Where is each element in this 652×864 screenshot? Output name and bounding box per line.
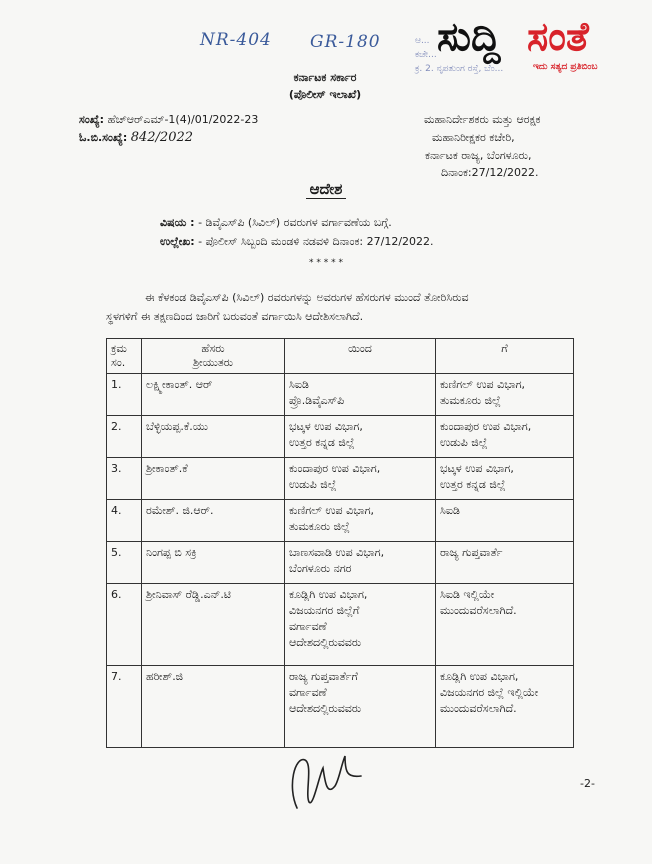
- header-name: ಹೆಸರು ಶ್ರೀಯುತರು: [142, 339, 285, 374]
- header-to: ಗೆ: [436, 339, 574, 374]
- office-date: ದಿನಾಂಕ:27/12/2022.: [441, 166, 539, 179]
- table-cell-num: 1.: [107, 374, 142, 416]
- table-cell-name: ಹರೀಶ್.ಜಿ: [142, 666, 285, 748]
- table-cell-num: 2.: [107, 416, 142, 458]
- office-line-2: ಮಹಾನಿರೀಕ್ಷಕರ ಕಚೇರಿ,: [432, 131, 515, 144]
- table-cell-num: 6.: [107, 584, 142, 666]
- handwritten-ref-right: GR-180: [310, 32, 381, 52]
- table-cell-to: ಕೂಡ್ಲಿಗಿ ಉಪ ವಿಭಾಗ, ವಿಜಯನಗರ ಜಿಲ್ಲೆ ಇಲ್ಲಿಯೇ ಮುಂದುವರೆಸಲಾಗಿದೆ.: [436, 666, 574, 748]
- table-cell-to: ಸಿಐಡಿ ಇಲ್ಲಿಯೇ ಮುಂದುವರೆಸಲಾಗಿದೆ.: [436, 584, 574, 666]
- table-cell-from: ರಾಜ್ಯ ಗುಪ್ತವಾರ್ತೆಗೆ ವರ್ಗಾವಣೆ ಆದೇಶದಲ್ಲಿರುವವರು: [285, 666, 436, 748]
- body-line-2: ಸ್ಥಳಗಳಿಗೆ ಈ ತಕ್ಷಣದಿಂದ ಜಾರಿಗೆ ಬರುವಂತೆ ವರ್ಗಾಯಿಸಿ ಆದೇಶಿಸಲಾಗಿದೆ.: [106, 310, 364, 323]
- document-title: ಆದೇಶ: [0, 180, 652, 198]
- reference-line: ಉಲ್ಲೇಖ: - ಪೊಲೀಸ್ ಸಿಬ್ಬಂದಿ ಮಂಡಳಿ ನಡವಳಿ ದಿನಾಂಕ: 27/12/2022.: [160, 235, 434, 248]
- office-line-3: ಕರ್ನಾಟಕ ರಾಜ್ಯ, ಬೆಂಗಳೂರು,: [425, 149, 532, 162]
- signature: [283, 746, 373, 816]
- table-cell-to: ಕುಂದಾಪುರ ಉಪ ವಿಭಾಗ, ಉಡುಪಿ ಜಿಲ್ಲೆ: [436, 416, 574, 458]
- handwritten-ref-left: NR-404: [200, 30, 272, 50]
- table-cell-from: ಸಿಐಡಿ ಪ್ರೊ.ಡಿವೈಎಸ್‌ಪಿ: [285, 374, 436, 416]
- transfer-table: [106, 338, 574, 748]
- separator-stars: * * * * *: [309, 258, 343, 268]
- table-cell-from: ಕುಂದಾಪುರ ಉಪ ವಿಭಾಗ, ಉಡುಪಿ ಜಿಲ್ಲೆ: [285, 458, 436, 500]
- table-cell-from: ಭಟ್ಕಳ ಉಪ ವಿಭಾಗ, ಉತ್ತರ ಕನ್ನಡ ಜಿಲ್ಲೆ: [285, 416, 436, 458]
- logo-tagline: ಇದು ಸತ್ಯದ ಪ್ರತಿಬಿಂಬ: [533, 62, 598, 72]
- table-row: [107, 458, 574, 500]
- office-line-1: ಮಹಾನಿರ್ದೇಶಕರು ಮತ್ತು ಆರಕ್ಷಕ: [424, 113, 541, 126]
- news-logo: [415, 14, 647, 84]
- table-cell-name: ನಿಂಗಪ್ಪ ಬಿ ಸಕ್ರಿ: [142, 542, 285, 584]
- table-cell-num: 4.: [107, 500, 142, 542]
- table-row: [107, 666, 574, 748]
- table-row: [107, 416, 574, 458]
- table-cell-to: ಭಟ್ಕಳ ಉಪ ವಿಭಾಗ, ಉತ್ತರ ಕನ್ನಡ ಜಿಲ್ಲೆ: [436, 458, 574, 500]
- header-serial-number: ಕ್ರಮ ಸಂ.: [107, 339, 142, 374]
- table-cell-name: ಶ್ರೀಕಾಂತ್.ಕೆ: [142, 458, 285, 500]
- table-cell-to: ಸಿಐಡಿ: [436, 500, 574, 542]
- table-row: [107, 374, 574, 416]
- table-cell-name: ಲಕ್ಷ್ಮೀಕಾಂತ್. ಆರ್: [142, 374, 285, 416]
- table-cell-from: ಕೂಡ್ಲಿಗಿ ಉಪ ವಿಭಾಗ, ವಿಜಯನಗರ ಜಿಲ್ಲೆಗೆ ವರ್ಗಾವಣೆ ಆದೇಶದಲ್ಲಿರುವವರು: [285, 584, 436, 666]
- header-from: ಯಿಂದ: [285, 339, 436, 374]
- page-marker: -2-: [580, 777, 595, 790]
- subject-line: ವಿಷಯ : - ಡಿವೈಎಸ್‌ಪಿ (ಸಿವಿಲ್) ರವರುಗಳ ವರ್ಗಾವಣೆಯ ಬಗ್ಗೆ.: [160, 216, 392, 229]
- table-cell-name: ಬೆಳ್ಳಿಯಪ್ಪ.ಕೆ.ಯು: [142, 416, 285, 458]
- table-cell-to: ಕುಣಿಗಲ್ ಉಪ ವಿಭಾಗ, ತುಮಕೂರು ಜಿಲ್ಲೆ: [436, 374, 574, 416]
- table-row: [107, 500, 574, 542]
- ref-number: ಸಂಖ್ಯೆ: ಹೆಚ್‌ಆರ್‌ಎಮ್-1(4)/01/2022-23: [79, 113, 259, 126]
- office-stamp: ಆ... ಕಚೇ... ಕ್ರ. 2. ನೃಪತುಂಗ ರಸ್ತೆ, ಬೆಂ...: [415, 36, 504, 74]
- logo-text-1: ಸುದ್ದಿ: [437, 14, 501, 60]
- ob-number: ಓ.ಬಿ.ಸಂಖ್ಯೆ: 842/2022: [79, 130, 194, 145]
- logo-text-2: ಸಂತೆ: [527, 14, 589, 60]
- table-cell-from: ಕುಣಿಗಲ್ ಉಪ ವಿಭಾಗ, ತುಮಕೂರು ಜಿಲ್ಲೆ: [285, 500, 436, 542]
- table-cell-from: ಬಾಣಸವಾಡಿ ಉಪ ವಿಭಾಗ, ಬೆಂಗಳೂರು ನಗರ: [285, 542, 436, 584]
- header-department: (ಪೊಲೀಸ್ ಇಲಾಖೆ): [288, 88, 362, 101]
- table-row: [107, 542, 574, 584]
- table-header-row: [107, 339, 574, 374]
- table-cell-name: ಶ್ರೀನಿವಾಸ್ ರೆಡ್ಡಿ.ಎನ್.ಟಿ: [142, 584, 285, 666]
- table-row: [107, 584, 574, 666]
- table-cell-num: 5.: [107, 542, 142, 584]
- header-government: ಕರ್ನಾಟಕ ಸರ್ಕಾರ: [293, 71, 357, 84]
- table-cell-name: ರಮೇಶ್. ಜಿ.ಆರ್.: [142, 500, 285, 542]
- body-line-1: ಈ ಕೆಳಕಂಡ ಡಿವೈಎಸ್‌ಪಿ (ಸಿವಿಲ್) ರವರುಗಳನ್ನು ಅವರುಗಳ ಹೆಸರುಗಳ ಮುಂದೆ ತೋರಿಸಿರುವ: [145, 291, 469, 304]
- table-cell-num: 7.: [107, 666, 142, 748]
- table-cell-to: ರಾಜ್ಯ ಗುಪ್ತವಾರ್ತೆ: [436, 542, 574, 584]
- table-cell-num: 3.: [107, 458, 142, 500]
